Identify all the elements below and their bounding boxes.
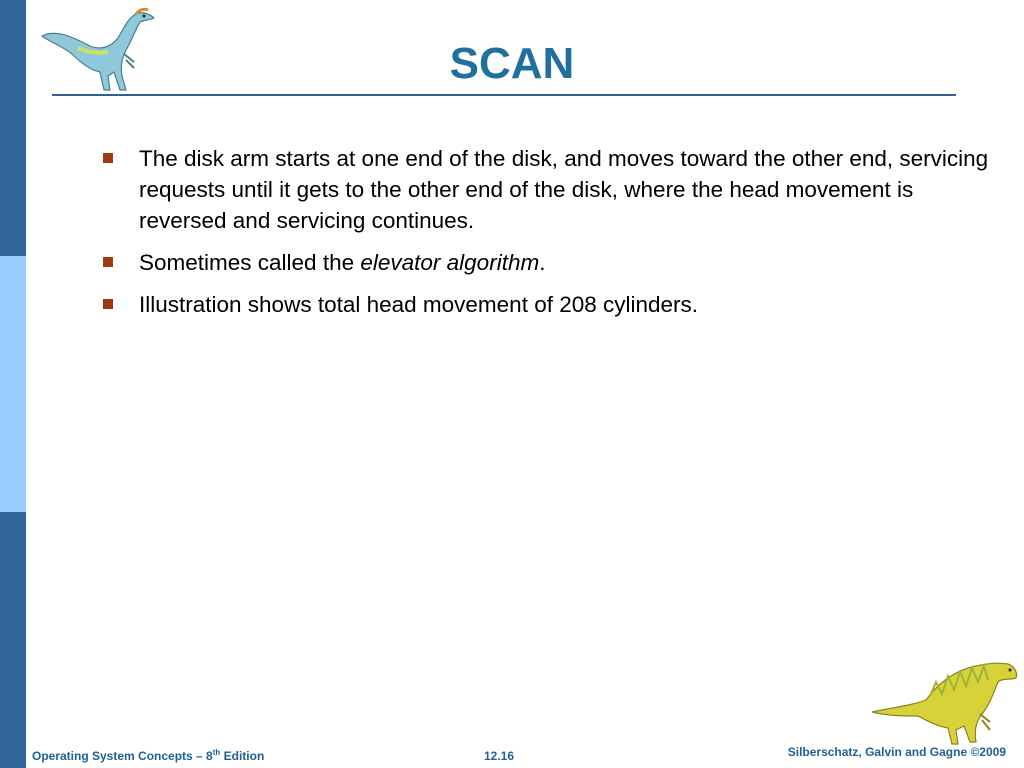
sidebar-band-bottom (0, 512, 26, 768)
bullet-text-after: . (539, 250, 546, 275)
bullet-text-before: Sometimes called the (139, 250, 361, 275)
footer-copyright: Silberschatz, Galvin and Gagne ©2009 (787, 745, 1006, 759)
dinosaur-icon (870, 656, 1020, 751)
bullet-text (139, 250, 545, 275)
footer-book-title-text: Operating System Concepts – 8 (32, 749, 213, 763)
sidebar-band-middle (0, 256, 26, 512)
bullet-item (100, 289, 1005, 320)
bullet-item (100, 247, 1005, 278)
footer-page-number: 12.16 (484, 749, 515, 763)
title-underline (52, 94, 956, 96)
bullet-text: The disk arm starts at one end of the disk, and moves toward the other end, servicing requests until it gets to the other end of the disk, where the head movement is reversed and servicing continues. (139, 146, 989, 233)
square-bullet-icon (103, 257, 113, 267)
footer-superscript: th (212, 748, 221, 757)
slide-title: SCAN (449, 39, 575, 88)
footer-edition-text: Edition (220, 749, 265, 763)
bullet-text: Illustration shows total head movement of 208 cylinders. (139, 292, 699, 317)
bullet-item (100, 143, 1005, 236)
footer-book-title (32, 748, 264, 763)
square-bullet-icon (103, 153, 113, 163)
square-bullet-icon (103, 299, 113, 309)
bullet-list (100, 143, 1005, 331)
bullet-emphasis: elevator algorithm (360, 250, 540, 275)
